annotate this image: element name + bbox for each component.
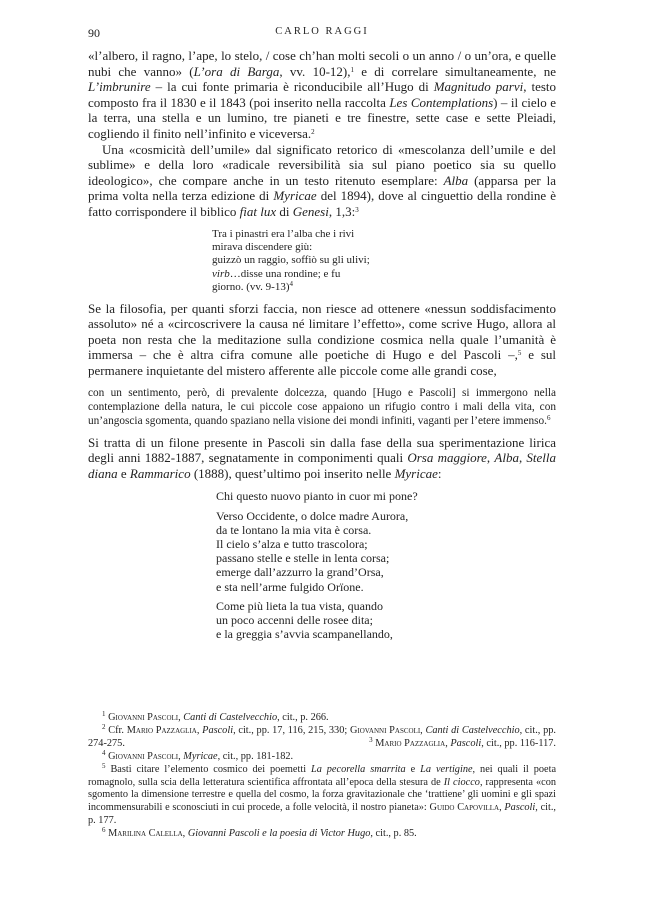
text-run: ,: [486, 450, 495, 466]
title-italic: Pascoli: [450, 737, 482, 749]
poem-stanza: [216, 489, 556, 503]
text-run: – la cui fonte primaria è riconducibile all’Hugo di: [150, 79, 434, 95]
footnote-number: 2: [102, 722, 106, 731]
author-name: Marilina Calella: [108, 828, 183, 840]
text-run: , testo composto fra il 1830 e il 1843 (poi inserito nella raccolta: [88, 79, 557, 110]
text-run: ,: [518, 450, 527, 466]
text-run: , cit., p. 177.: [88, 802, 557, 827]
footnote-1: $^1$ Giovanni Pascoli, Canti di Castelvecchio, cit., p. 266.: [102, 710, 329, 723]
poem-line: guizzò un raggio, soffiò su gli ulivi;: [212, 254, 370, 267]
footnote-4: $^4$ Giovanni Pascoli, Myricae, cit., pp. 181-182.: [102, 748, 294, 762]
footnote-ref[interactable]: 6: [546, 413, 551, 422]
paragraph-1: [88, 48, 556, 142]
title-italic: Il ciocco: [443, 776, 480, 788]
title-italic: Les Contemplations: [389, 94, 494, 110]
title-italic: La vertigine: [420, 763, 473, 775]
title-italic: fiat lux: [239, 203, 277, 219]
text-run: «l’albero, il ragno, l’ape, lo stelo, / cose ch’han molti secoli o un anno / o un’ora, e quelle nubi che vanno» (: [88, 48, 556, 79]
paragraph-4: [88, 435, 556, 482]
text-run: , nei quali il poeta romagnolo, sulla scia della letteratura scientifica affrontata all’epoca della stesura de: [88, 763, 557, 788]
poem-line: e la greggia s’avvia scampanellando,: [216, 627, 393, 642]
title-italic: Myricae: [183, 750, 218, 762]
title-italic: Myricae: [273, 188, 317, 204]
title-italic: Canti di Castelvecchio: [425, 724, 520, 736]
text-run: , cit., pp. 274-275.: [88, 724, 556, 749]
title-italic: Pascoli: [202, 724, 234, 736]
poem-line: [212, 281, 556, 294]
paragraph-2: [88, 142, 556, 220]
text-run: , vv. 10-12),: [279, 63, 351, 79]
title-italic: Alba: [494, 450, 519, 466]
poem-line: passano stelle e stelle in lenta corsa;: [216, 551, 390, 566]
poem-rammarico: [216, 489, 556, 641]
italic-word: virb: [212, 267, 230, 280]
text-run: , cit., pp. 17, 116, 215, 330;: [233, 724, 350, 736]
title-italic: Pascoli: [504, 802, 536, 814]
text-run: Se la filosofia, per quanti sforzi faccia, non riesce ad ottenere «nessun soddisfacimento assoluto» né a «circoscrivere la causa né limitare l’effetto», come scrive Hugo, allora al poeta non resta che la meditazione sulla condizione cosmica nella quale l’umanità è immersa – che è altra cifra comune alle poetiche di Hugo e del Pascoli –,: [88, 300, 556, 363]
footnote-number: 1: [102, 710, 106, 718]
text-run: giorno. (vv. 9-13): [212, 281, 290, 294]
footnote-6: $^6$ Marilina Calella, Giovanni Pascoli e la poesia di Victor Hugo, cit., p. 85.: [102, 826, 417, 840]
running-header: [88, 26, 556, 42]
author-name: Giovanni Pascoli: [349, 724, 421, 736]
poem-line: Come più lieta la tua vista, quando: [216, 598, 383, 613]
poem-alba: [212, 228, 556, 295]
poem-line: e sta nell’arme fulgido Orïone.: [216, 579, 364, 594]
text-run: , rappresenta «con sgomento la dimensione terrestre e quella del cosmo, la forza gravitazionale che ‘trattiene’ gli uomini e gli spazi incommensurabili e sconosciuti in cui procede, a folle velocità, il nostro pianeta»:: [88, 776, 557, 814]
footnote-ref[interactable]: 1: [350, 65, 354, 74]
footnote-ref[interactable]: 2: [311, 127, 315, 136]
text-run: ,: [420, 724, 426, 736]
poem-line: [212, 268, 556, 281]
footnotes: [88, 712, 556, 841]
text-run: ) – il cielo e la terra, una stella e un lumino, tre pianeti e tre finestre, sette case e sette Pleiadi, cogliendo il finito nell’infinito e viceversa.: [88, 94, 557, 141]
poem-line: Il cielo s’alza e tutto trascolora;: [216, 536, 368, 551]
title-italic: La pecorella smarrita: [310, 763, 406, 775]
title-italic: Myricae: [394, 465, 438, 481]
footnote-3: $^3$ Mario Pazzaglia, Pascoli, cit., pp. 116-117.: [369, 735, 556, 749]
page-number: 90: [88, 26, 100, 40]
block-quote: [88, 386, 556, 428]
poem-line: Tra i pinastri era l’alba che i rivi: [212, 227, 355, 240]
footnote-number: 3: [369, 735, 373, 744]
title-italic: L’imbrunire: [88, 79, 151, 95]
title-italic: Rammarico: [129, 465, 191, 481]
author-name: Mario Pazzaglia: [126, 724, 197, 736]
title-italic: Genesi: [292, 203, 329, 219]
poem-line: mirava discendere giù:: [212, 240, 313, 253]
footnote-number: 4: [102, 748, 106, 757]
title-italic: L’ora di Barga: [193, 63, 280, 79]
title-italic: Giovanni Pascoli e la poesia di Victor Hugo: [187, 828, 371, 840]
footnote-ref[interactable]: 5: [517, 349, 522, 358]
text-run: e: [117, 465, 130, 481]
running-head-author: CARLO RAGGI: [275, 26, 369, 37]
text-run: :: [437, 465, 442, 481]
title-italic: Magnitudo parvi: [433, 79, 524, 95]
poem-line: Verso Occidente, o dolce madre Aurora,: [216, 508, 409, 523]
text-run: e: [405, 763, 421, 775]
text-run: Si tratta di un filone presente in Pascoli sin dalla fase della sua sperimentazione lirica degli anni 1882-1887, segnatamente in componimenti quali: [88, 434, 556, 466]
text-run: , cit., p. 85.: [370, 828, 417, 840]
author-name: Giovanni Pascoli: [108, 712, 179, 723]
title-italic: Stella diana: [88, 450, 557, 481]
text-run: , cit., pp. 116-117.: [481, 737, 556, 749]
text-run: , cit., pp. 181-182.: [217, 750, 294, 762]
text-run: e sul permanere inquietante del mistero afferente alle piccole come alle grandi cose,: [88, 347, 556, 378]
author-name: Guido Capovilla: [429, 802, 500, 814]
title-italic: Canti di Castelvecchio: [183, 712, 278, 723]
footnote-ref[interactable]: 4: [289, 280, 293, 289]
text-run: Una «cosmicità dell’umile» dal significato retorico di «mescolanza dell’umile e del sublime» e della loro «radicale reversibilità sia sul piano poetico sia su quello ideologico», che compare anche in un testo ritenuto esemplare:: [88, 141, 556, 188]
poem-line: emerge dall’azzurro la grand’Orsa,: [216, 565, 384, 580]
poem-stanza: [216, 599, 556, 642]
poem-line: un poco accenni delle rosee dita;: [216, 612, 373, 627]
paragraph-3: [88, 301, 556, 379]
footnote-5: [88, 761, 557, 829]
poem-line: da te lontano la mia vita è corsa.: [216, 522, 372, 537]
text-run: ,: [499, 802, 505, 814]
poem-line: Chi questo nuovo pianto in cuor mi pone?: [216, 489, 418, 504]
text-run: (apparsa per la prima volta nella terza edizione di: [88, 172, 556, 204]
title-italic: Alba: [443, 172, 469, 188]
poem-stanza: [216, 509, 556, 594]
text-run: con un sentimento, però, di prevalente dolcezza, quando [Hugo e Pascoli] si immergono nella contemplazione della natura, le cui piccole cose appaiono un rifugio contro i mali della vita, con un’angoscia sgomenta, quando spaziano nella visione dei mondi infiniti, vaganti per l’etere immenso.: [88, 386, 556, 427]
text-run: del 1894), dove al cinguettio della rondine è fatto corrispondere il biblico: [88, 188, 556, 219]
footnote-number: 5: [102, 761, 106, 770]
text-run: Cfr.: [108, 724, 127, 736]
author-name: Giovanni Pascoli: [108, 750, 179, 762]
title-italic: Orsa maggiore: [407, 450, 487, 466]
text-run: Basti citare l’elemento cosmico dei poemetti: [110, 763, 311, 775]
author-name: Mario Pazzaglia: [375, 737, 446, 749]
text-run: (1888), quest’ultimo poi inserito nelle: [190, 465, 395, 481]
text-run: , cit., p. 266.: [277, 712, 329, 723]
footnote-ref[interactable]: 3: [355, 205, 359, 214]
text-run: ,: [196, 724, 203, 736]
text-run: , 1,3:: [328, 203, 356, 219]
footnote-number: 6: [102, 826, 106, 835]
text-run: e di correlare simultaneamente, ne: [353, 63, 556, 79]
text-run: …disse una rondine; e fu: [229, 267, 341, 280]
main-text: [88, 48, 556, 647]
text-run: di: [276, 203, 293, 219]
